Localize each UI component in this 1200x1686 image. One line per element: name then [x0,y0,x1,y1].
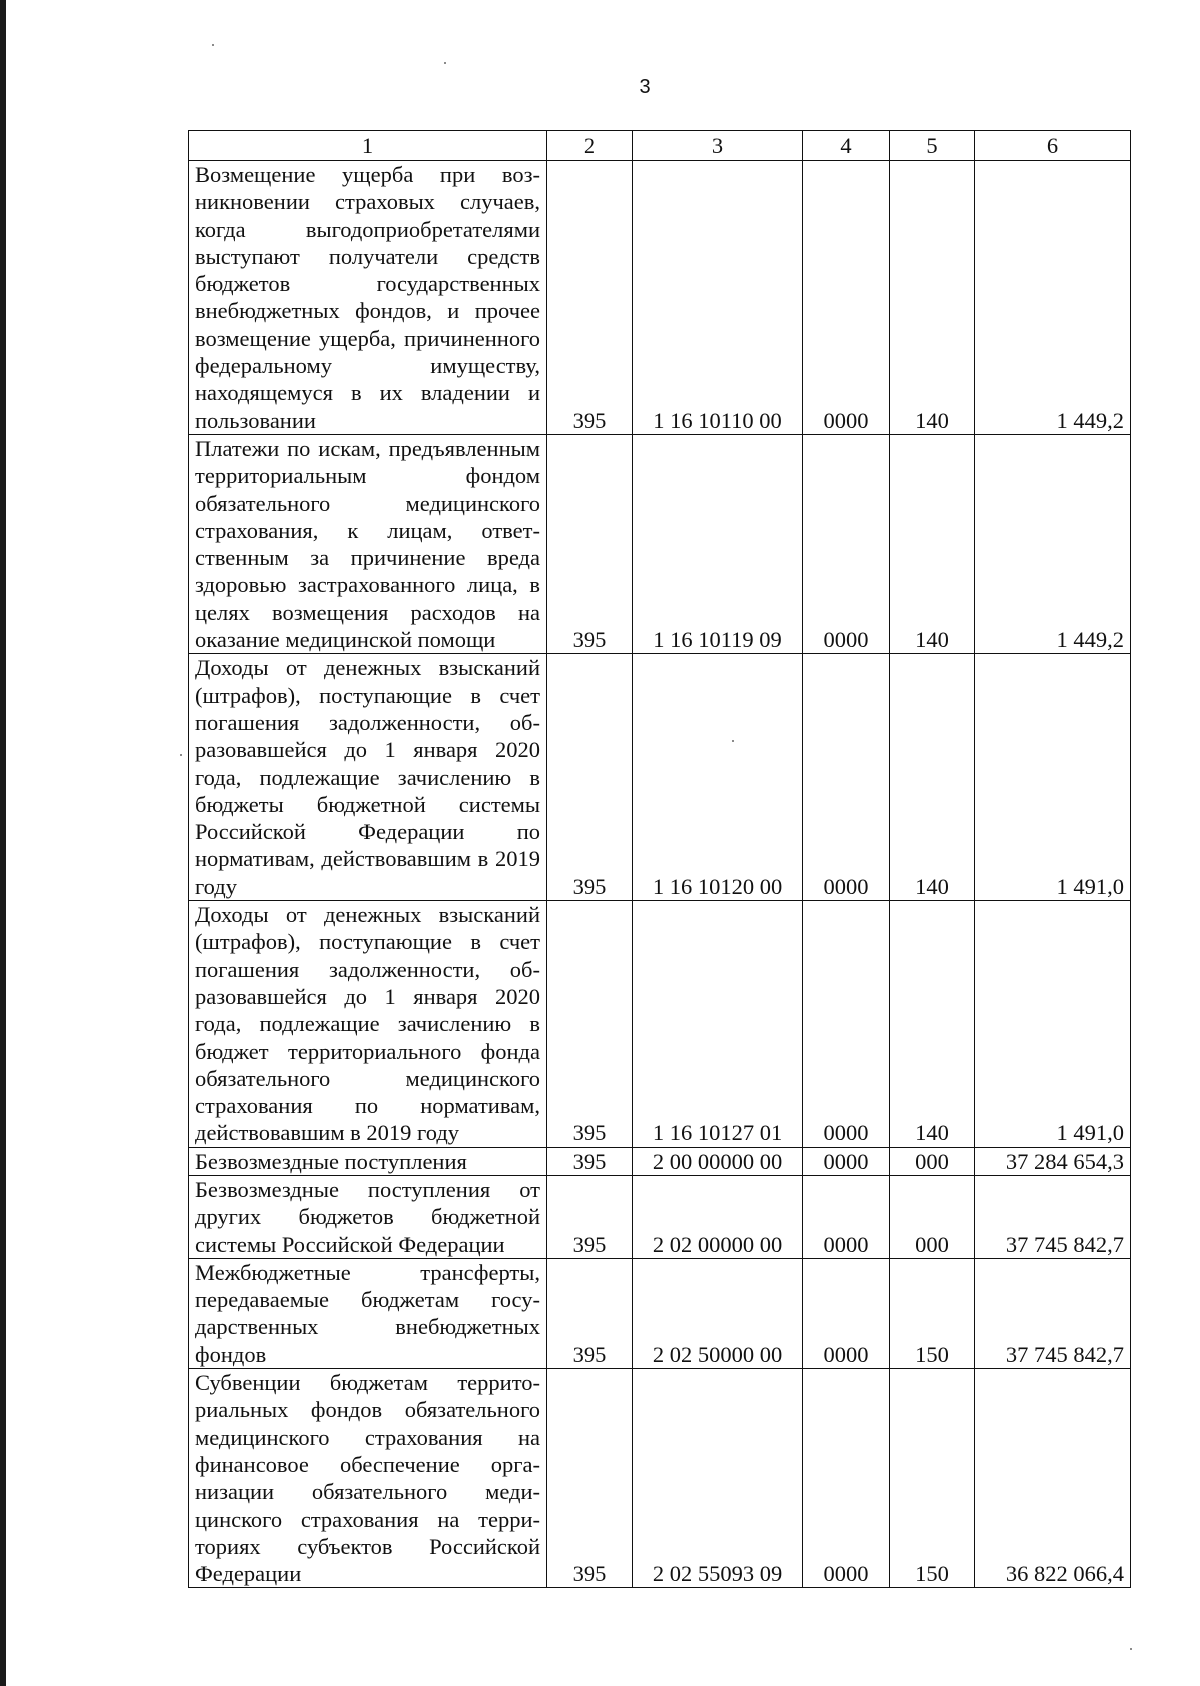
scan-speck [180,754,182,756]
row-revenue-code: 1 16 10120 00 [633,654,803,901]
table-row [189,654,1131,901]
row-amount: 1 449,2 [975,161,1131,435]
header-cell-4: 4 [803,131,890,161]
header-cell-3: 3 [633,131,803,161]
row-admin-code: 395 [547,654,633,901]
row-revenue-code: 1 16 10110 00 [633,161,803,435]
row-admin-code: 395 [547,161,633,435]
row-kind-code: 000 [890,1147,975,1175]
row-admin-code: 395 [547,1147,633,1175]
budget-revenue-table [188,130,1131,1588]
row-program-code: 0000 [803,901,890,1148]
scan-speck [444,62,446,64]
row-program-code: 0000 [803,654,890,901]
row-kind-code: 150 [890,1369,975,1588]
table-row [189,1258,1131,1368]
row-program-code: 0000 [803,1369,890,1588]
row-amount: 1 491,0 [975,654,1131,901]
page-number: 3 [639,76,651,98]
row-description: Межбюджетные трансферты, передаваемые бюджетам государственных внебюджетных фондов [189,1258,547,1368]
row-program-code: 0000 [803,434,890,653]
table-row [189,161,1131,435]
row-revenue-code: 1 16 10127 01 [633,901,803,1148]
table-header-row [189,131,1131,161]
table-row [189,1369,1131,1588]
row-kind-code: 140 [890,161,975,435]
row-description: Субвенции бюджетам территориальных фондов обязательного медицинского страхования на финансовое обеспечение организации обязательного медицинского страхования на территориях субъектов Российской Федерации [189,1369,547,1588]
row-program-code: 0000 [803,1258,890,1368]
row-admin-code: 395 [547,1369,633,1588]
row-program-code: 0000 [803,161,890,435]
row-kind-code: 140 [890,901,975,1148]
row-amount: 1 491,0 [975,901,1131,1148]
row-program-code: 0000 [803,1175,890,1258]
row-program-code: 0000 [803,1147,890,1175]
row-description: Безвозмездные поступления от других бюджетов бюджетной системы Российской Федерации [189,1175,547,1258]
header-cell-6: 6 [975,131,1131,161]
row-revenue-code: 2 02 50000 00 [633,1258,803,1368]
table-row [189,1147,1131,1175]
row-kind-code: 000 [890,1175,975,1258]
table-row [189,1175,1131,1258]
row-description: Доходы от денежных взысканий (штрафов), поступающие в счет погашения задолженности, образовавшейся до 1 января 2020 года, подлежащие зачислению в бюджет территориального фонда обязательного медицинского страхования по нормативам, действовавшим в 2019 году [189,901,547,1148]
scan-speck [1130,1648,1132,1650]
header-cell-5: 5 [890,131,975,161]
header-cell-2: 2 [547,131,633,161]
scan-edge [0,0,6,1686]
row-description: Возмещение ущерба при возникновении страховых случаев, когда выгодоприобретателями выступают получатели средств бюджетов государственных внебюджетных фондов, и прочее возмещение ущерба, причиненного федеральному имуществу, находящемуся в их владении и пользовании [189,161,547,435]
row-admin-code: 395 [547,1175,633,1258]
row-admin-code: 395 [547,1258,633,1368]
row-kind-code: 140 [890,654,975,901]
row-revenue-code: 2 02 00000 00 [633,1175,803,1258]
row-amount: 37 745 842,7 [975,1175,1131,1258]
row-revenue-code: 1 16 10119 09 [633,434,803,653]
row-revenue-code: 2 02 55093 09 [633,1369,803,1588]
row-description: Платежи по искам, предъявленным территориальным фондом обязательного медицинского страхования, к лицам, ответственным за причинение вреда здоровью застрахованного лица, в целях возмещения расходов на оказание медицинской помощи [189,434,547,653]
row-description: Доходы от денежных взысканий (штрафов), поступающие в счет погашения задолженности, образовавшейся до 1 января 2020 года, подлежащие зачислению в бюджеты бюджетной системы Российской Федерации по нормативам, действовавшим в 2019 году [189,654,547,901]
table-row [189,434,1131,653]
row-admin-code: 395 [547,434,633,653]
scan-speck [212,44,214,46]
row-amount: 36 822 066,4 [975,1369,1131,1588]
row-revenue-code: 2 00 00000 00 [633,1147,803,1175]
row-amount: 1 449,2 [975,434,1131,653]
row-amount: 37 284 654,3 [975,1147,1131,1175]
row-amount: 37 745 842,7 [975,1258,1131,1368]
row-admin-code: 395 [547,901,633,1148]
row-kind-code: 140 [890,434,975,653]
row-kind-code: 150 [890,1258,975,1368]
header-cell-1: 1 [189,131,547,161]
table-row [189,901,1131,1148]
row-description: Безвозмездные поступления [189,1147,547,1175]
